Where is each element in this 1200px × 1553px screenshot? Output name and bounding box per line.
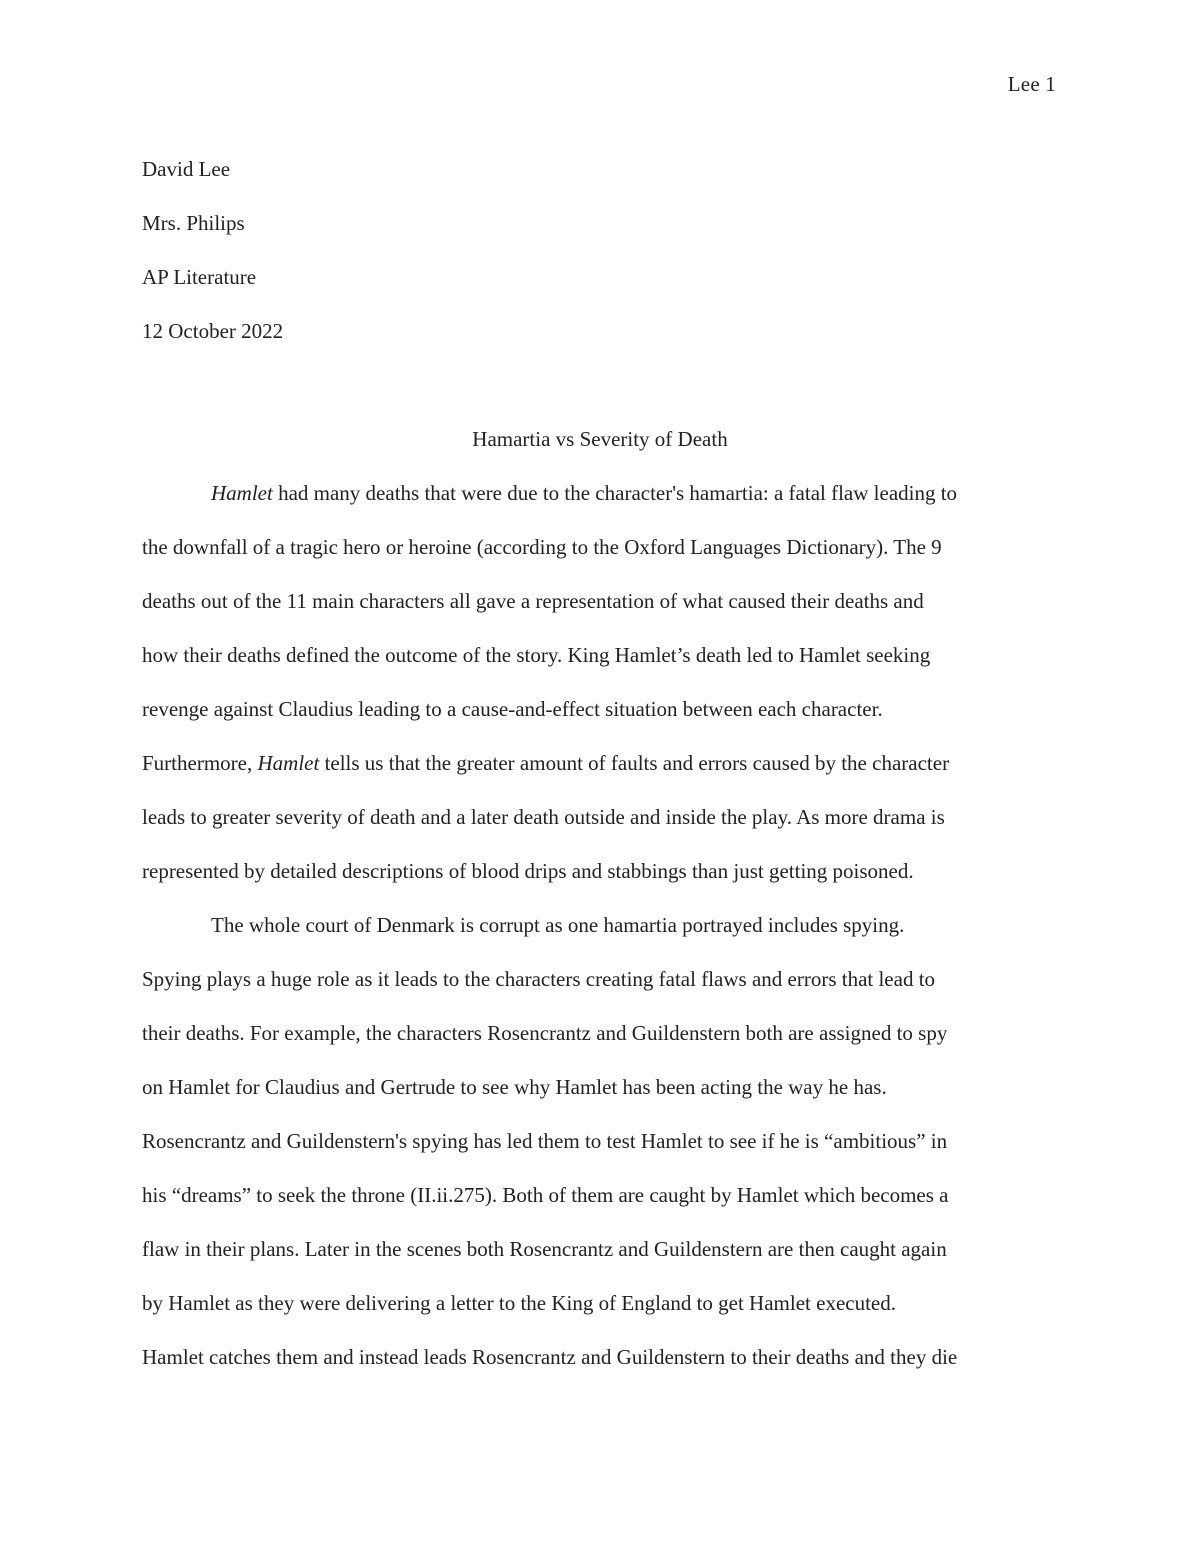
course-name: AP Literature [142,265,257,289]
paragraph-line: their deaths. For example, the characters Rosencrantz and Guildenstern both are assigned to spy [142,1021,948,1045]
instructor-name: Mrs. Philips [142,211,245,235]
line-text: Furthermore, [142,751,258,775]
italic-work-title: Hamlet [257,751,320,775]
paragraph-line: his “dreams” to seek the throne (II.ii.275). Both of them are caught by Hamlet which becomes a [142,1183,949,1207]
paragraph-line [142,736,1058,790]
line-text: had many deaths that were due to the character's hamartia: a fatal flaw leading to [272,481,958,505]
paragraph-line: revenge against Claudius leading to a cause-and-effect situation between each character. [142,697,883,721]
line-text: tells us that the greater amount of faults and errors caused by the character [319,751,950,775]
paragraph-line: flaw in their plans. Later in the scenes both Rosencrantz and Guildenstern are then caught again [142,1237,947,1261]
paragraph-line: Rosencrantz and Guildenstern's spying has led them to test Hamlet to see if he is “ambitious” in [142,1129,948,1153]
paragraph-line [142,466,1058,520]
essay-date: 12 October 2022 [142,319,284,343]
author-name: David Lee [142,157,231,181]
essay-title: Hamartia vs Severity of Death [472,427,728,451]
paragraph-line: Spying plays a huge role as it leads to the characters creating fatal flaws and errors that lead to [142,967,936,991]
running-head: Lee 1 [1007,72,1056,96]
paragraph-line: represented by detailed descriptions of blood drips and stabbings than just getting poisoned. [142,859,914,883]
paragraph-line: The whole court of Denmark is corrupt as one hamartia portrayed includes spying. [211,913,905,937]
italic-work-title: Hamlet [211,481,273,505]
paragraph-1 [142,466,1058,898]
paragraph-line: how their deaths defined the outcome of the story. King Hamlet’s death led to Hamlet seeking [142,643,931,667]
paragraph-line: Hamlet catches them and instead leads Rosencrantz and Guildenstern to their deaths and they die [142,1345,958,1369]
paragraph-line: on Hamlet for Claudius and Gertrude to see why Hamlet has been acting the way he has. [142,1075,887,1099]
paragraph-line: deaths out of the 11 main characters all gave a representation of what caused their deaths and [142,589,924,613]
paragraph-2 [142,898,1058,1384]
paragraph-line: leads to greater severity of death and a later death outside and inside the play. As more drama is [142,805,945,829]
paragraph-line: by Hamlet as they were delivering a letter to the King of England to get Hamlet executed. [142,1291,896,1315]
essay-body [142,142,1058,1384]
paragraph-line: the downfall of a tragic hero or heroine (according to the Oxford Languages Dictionary). The 9 [142,535,942,559]
